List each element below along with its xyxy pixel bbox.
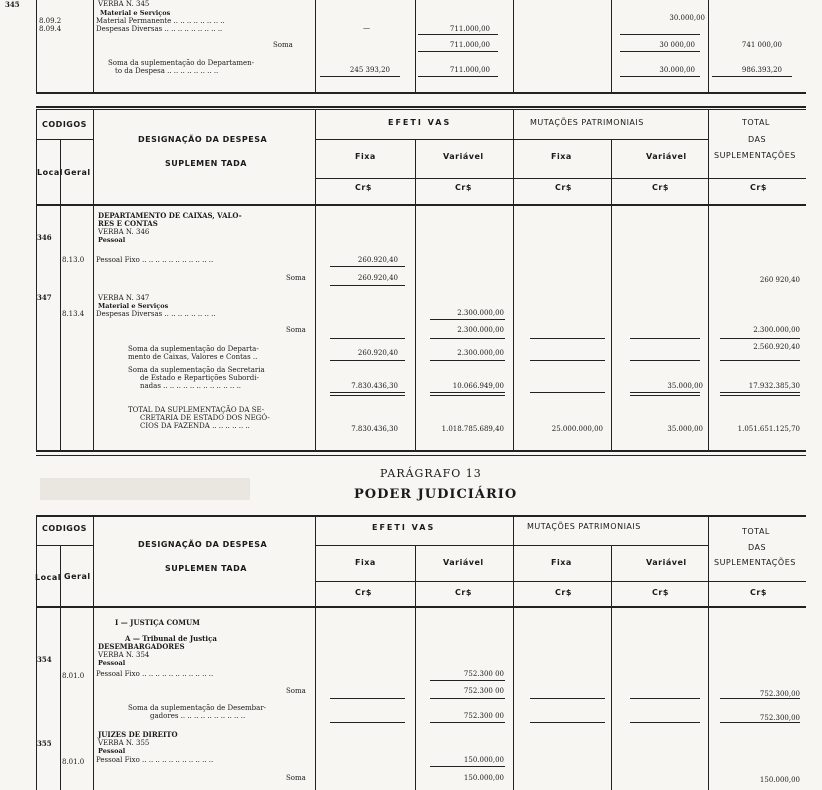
- value-total: 260 920,40: [759, 276, 800, 284]
- top-soma-label: Soma: [273, 41, 293, 49]
- sup-label: gadores .. .. .. .. .. .. .. .. .. ..: [150, 712, 246, 720]
- value-total: 1.051.651.125,70: [737, 425, 800, 433]
- header-variavel: Variável: [646, 152, 687, 161]
- header-currency: Cr$: [750, 588, 767, 597]
- geral-code: 8.01.0: [62, 758, 85, 766]
- header-fixa: Fixa: [355, 558, 376, 567]
- header-mutacoes: MUTAÇÕES PATRIMONIAIS: [527, 522, 641, 531]
- local-code: 355: [37, 739, 52, 748]
- sup-label: Soma da suplementação da Secretaria: [128, 366, 265, 374]
- top-suplementacao-value: 30.000,00: [659, 66, 695, 74]
- header-total: TOTAL: [742, 118, 770, 127]
- value-total: 2.560.920,40: [753, 343, 800, 351]
- local-code: 347: [37, 293, 52, 302]
- soma-label: Soma: [286, 774, 306, 782]
- header-total: SUPLEMENTAÇÕES: [714, 151, 796, 160]
- header-currency: Cr$: [555, 588, 572, 597]
- header-currency: Cr$: [750, 183, 767, 192]
- value-fixa: 7.830.436,30: [351, 382, 398, 390]
- header-currency: Cr$: [652, 588, 669, 597]
- header-mutacoes: MUTAÇÕES PATRIMONIAIS: [530, 118, 644, 127]
- header-suplementada: SUPLEMEN TADA: [165, 159, 247, 168]
- sup-label: de Estado e Repartições Subordi-: [140, 374, 259, 382]
- header-currency: Cr$: [555, 183, 572, 192]
- value-total: 2.300.000,00: [753, 326, 800, 334]
- value-fixa: 7.830.436,30: [351, 425, 398, 433]
- top-suplementacao-value: 711.000,00: [449, 66, 490, 74]
- header-codigos: CODIGOS: [42, 524, 87, 533]
- top-soma-value: 711.000,00: [449, 41, 490, 49]
- value-mut-variavel: 35.000,00: [667, 382, 703, 390]
- header-designacao: DESIGNAÇÃO DA DESPESA: [138, 135, 268, 144]
- value-variavel: 2.300.000,00: [457, 309, 504, 317]
- paragrafo-title: PARÁGRAFO 13: [380, 467, 482, 480]
- top-row-label: Despesas Diversas .. .. .. .. .. .. .. .. ..: [96, 25, 223, 33]
- header-currency: Cr$: [455, 588, 472, 597]
- verba-label: VERBA N. 347: [98, 294, 150, 302]
- value-total: 17.932.385,30: [748, 382, 800, 390]
- value-fixa: 260.920,40: [357, 349, 398, 357]
- top-suplementacao-value: 986.393,20: [741, 66, 782, 74]
- desemb-title: DESEMBARGADORES: [98, 642, 185, 651]
- top-soma-value: 30 000,00: [659, 41, 695, 49]
- header-currency: Cr$: [355, 588, 372, 597]
- header-total: TOTAL: [742, 527, 770, 536]
- value-variavel: 10.066.949,00: [452, 382, 504, 390]
- sup-label: Soma da suplementação do Departa-: [128, 345, 259, 353]
- header-local: Local: [37, 168, 63, 177]
- geral-code: 8.13.4: [62, 310, 85, 318]
- value-variavel: 1.018.785.689,40: [441, 425, 504, 433]
- header-fixa: Fixa: [551, 558, 572, 567]
- header-fixa: Fixa: [551, 152, 572, 161]
- header-codigos: CODIGOS: [42, 120, 87, 129]
- top-row-label: Material Permanente .. .. .. .. .. .. .. ..: [96, 17, 225, 25]
- top-block-bottom-rule: [36, 92, 806, 94]
- tribunal-title: A — Tribunal de Justiça: [125, 634, 217, 643]
- value-mut-variavel: 35.000,00: [667, 425, 703, 433]
- table1-top-rule: [36, 106, 806, 108]
- header-total: SUPLEMENTAÇÕES: [714, 558, 796, 567]
- expense-label: Pessoal Fixo .. .. .. .. .. .. .. .. .. .. ..: [96, 670, 214, 678]
- dept-title: DEPARTAMENTO DE CAIXAS, VALO-: [98, 211, 242, 220]
- value-total: 752.300,00: [759, 690, 800, 698]
- total-label: TOTAL DA SUPLEMENTAÇÃO DA SE-: [128, 406, 265, 414]
- header-total: DAS: [748, 543, 767, 552]
- top-verba: VERBA N. 345: [98, 0, 150, 8]
- top-row-value: 711.000,00: [449, 25, 490, 33]
- top-row-code: 8.09.2: [39, 17, 62, 25]
- total-label: CIOS DA FAZENDA .. .. .. .. .. ..: [140, 422, 250, 430]
- top-suplementacao-value: 245 393,20: [349, 66, 390, 74]
- top-col-line: [415, 0, 416, 92]
- top-suplementacao-label: to da Despesa .. .. .. .. .. .. .. ..: [115, 67, 219, 75]
- sup-label: mento de Caixas, Valores e Contas ..: [128, 353, 258, 361]
- verba-label: VERBA N. 355: [98, 739, 150, 747]
- top-local: 345: [5, 0, 20, 9]
- top-material: Material e Serviços: [100, 9, 171, 17]
- value-variavel: 2.300.000,00: [457, 326, 504, 334]
- header-suplementada: SUPLEMEN TADA: [165, 564, 247, 573]
- header-geral: Geral: [64, 572, 91, 581]
- pessoal-label: Pessoal: [98, 236, 126, 244]
- header-efetivas: EFETI VAS: [372, 523, 436, 532]
- section-title: PODER JUDICIÁRIO: [354, 487, 518, 502]
- justica-title: I — JUSTIÇA COMUM: [115, 618, 200, 627]
- value-variavel: 752.300 00: [463, 712, 504, 720]
- top-row-code: 8.09.4: [39, 25, 62, 33]
- geral-code: 8.13.0: [62, 256, 85, 264]
- expense-label: Despesas Diversas .. .. .. .. .. .. .. ..: [96, 310, 216, 318]
- sup-label: Soma da suplementação de Desembar-: [128, 704, 267, 712]
- value-variavel: 150.000,00: [463, 774, 504, 782]
- top-col-line: [315, 0, 316, 92]
- local-code: 354: [37, 655, 52, 664]
- pessoal-label: Pessoal: [98, 747, 126, 755]
- soma-label: Soma: [286, 274, 306, 282]
- top-col-line: [93, 0, 94, 92]
- value-fixa: 260.920,40: [357, 274, 398, 282]
- header-local: Local: [35, 573, 61, 582]
- value-mut-fixa: 25.000.000,00: [551, 425, 603, 433]
- top-col-line: [513, 0, 514, 92]
- header-currency: Cr$: [355, 183, 372, 192]
- verba-label: VERBA N. 354: [98, 651, 150, 659]
- value-total: 752.300,00: [759, 714, 800, 722]
- top-soma-value: 741 000,00: [741, 41, 782, 49]
- pessoal-label: Pessoal: [98, 659, 126, 667]
- value-variavel: 2.300.000,00: [457, 349, 504, 357]
- header-variavel: Variável: [443, 152, 484, 161]
- header-total: DAS: [748, 135, 767, 144]
- geral-code: 8.01.0: [62, 672, 85, 680]
- header-fixa: Fixa: [355, 152, 376, 161]
- top-col-line: [36, 0, 37, 92]
- value-variavel: 150.000,00: [463, 756, 504, 764]
- local-code: 346: [37, 233, 52, 242]
- verba-label: VERBA N. 346: [98, 228, 150, 236]
- top-col-line: [708, 0, 709, 92]
- header-currency: Cr$: [455, 183, 472, 192]
- value-variavel: 752.300 00: [463, 670, 504, 678]
- header-geral: Geral: [64, 168, 91, 177]
- total-label: CRETARIA DE ESTADO DOS NEGÓ-: [140, 414, 270, 422]
- header-designacao: DESIGNAÇÃO DA DESPESA: [138, 540, 268, 549]
- header-variavel: Variável: [443, 558, 484, 567]
- smudge: [40, 478, 250, 500]
- top-col-line: [611, 0, 612, 92]
- value-variavel: 752.300 00: [463, 687, 504, 695]
- value-fixa: 260.920,40: [357, 256, 398, 264]
- top-row-value: —: [363, 24, 370, 32]
- header-efetivas: EFETI VAS: [388, 118, 452, 127]
- top-suplementacao-label: Soma da suplementação do Departamen-: [108, 59, 255, 67]
- soma-label: Soma: [286, 326, 306, 334]
- header-currency: Cr$: [652, 183, 669, 192]
- material-label: Material e Serviços: [98, 302, 169, 310]
- expense-label: Pessoal Fixo .. .. .. .. .. .. .. .. .. .. ..: [96, 256, 214, 264]
- value-total: 150.000,00: [759, 776, 800, 784]
- header-variavel: Variável: [646, 558, 687, 567]
- top-row-value: 30.000,00: [669, 14, 705, 22]
- juizes-title: JUIZES DE DIREITO: [98, 730, 178, 739]
- dept-title: RES E CONTAS: [98, 219, 158, 228]
- expense-label: Pessoal Fixo .. .. .. .. .. .. .. .. .. .. ..: [96, 756, 214, 764]
- soma-label: Soma: [286, 687, 306, 695]
- sup-label: nadas .. .. .. .. .. .. .. .. .. .. .. ..: [140, 382, 242, 390]
